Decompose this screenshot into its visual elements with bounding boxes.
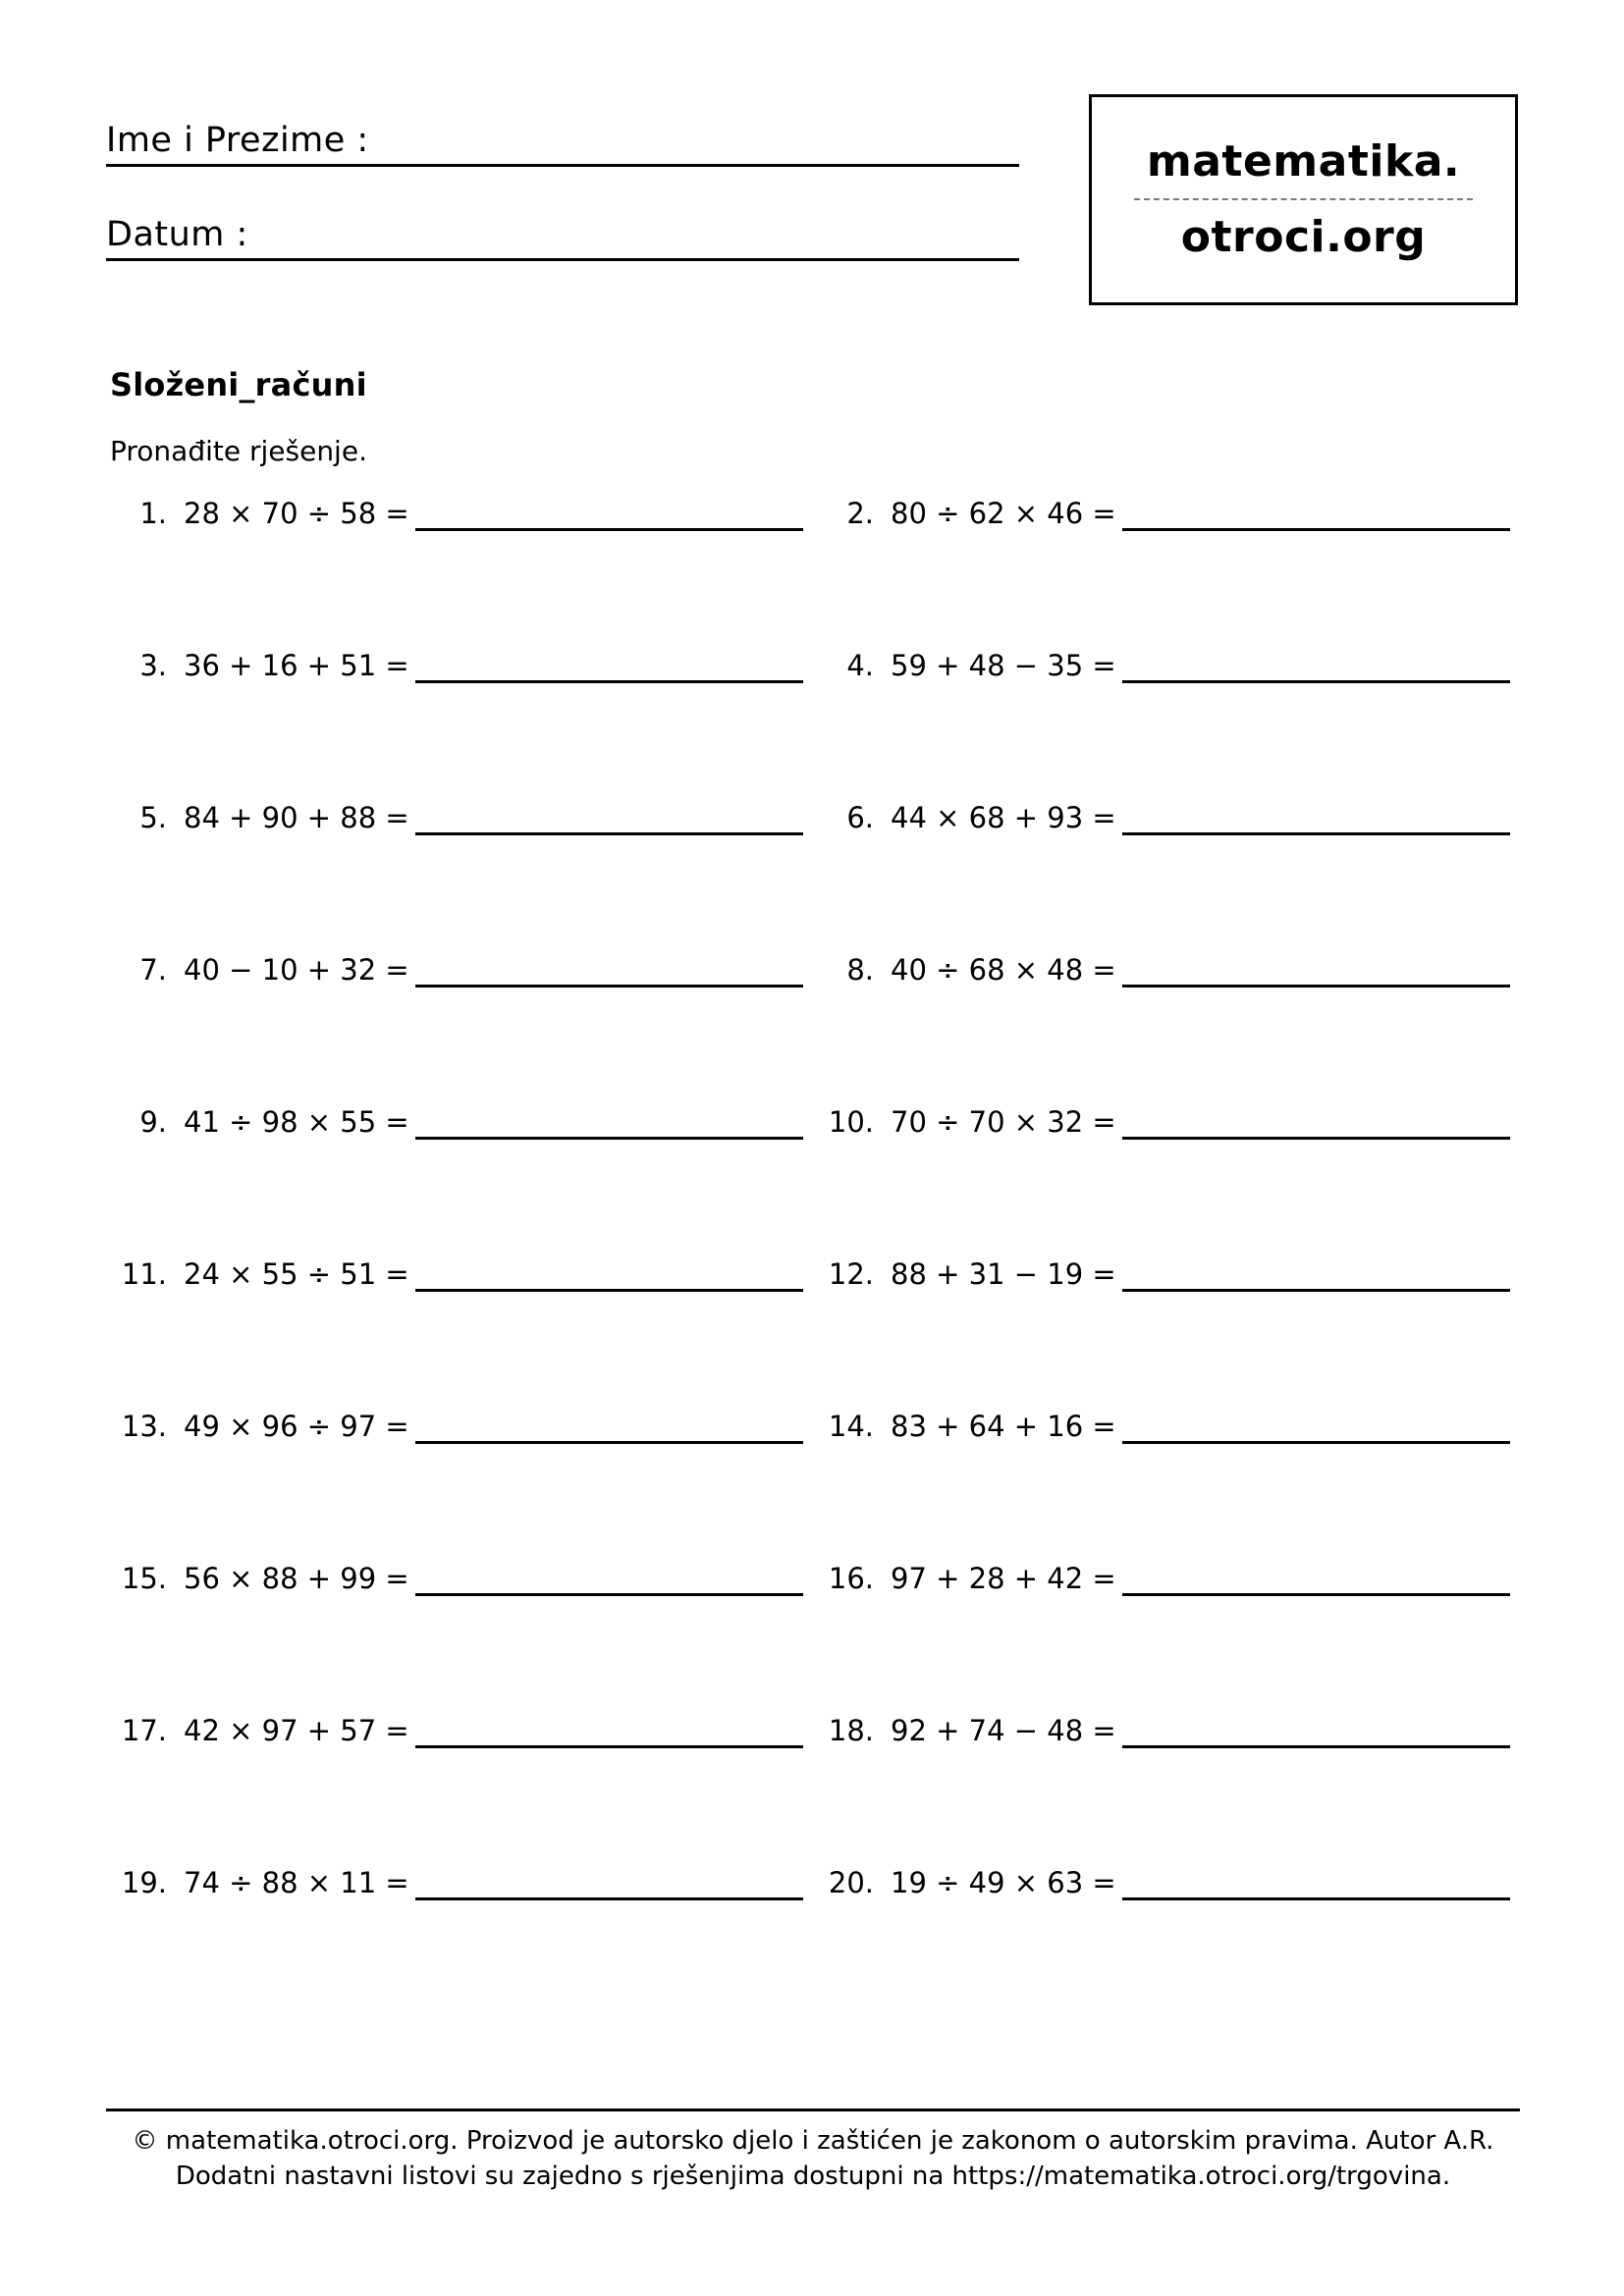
- problem-expression: 80 ÷ 62 × 46 =: [891, 497, 1116, 530]
- name-field-row[interactable]: [106, 106, 1019, 167]
- answer-blank[interactable]: [1122, 1441, 1510, 1444]
- problem-row: [0, 795, 1624, 947]
- date-field-row[interactable]: [106, 200, 1019, 261]
- problem-expression: 19 ÷ 49 × 63 =: [891, 1866, 1116, 1899]
- answer-blank[interactable]: [415, 1441, 803, 1444]
- problem-number: 15.: [121, 1562, 167, 1595]
- problem-item: [116, 795, 803, 856]
- problem-expression: 41 ÷ 98 × 55 =: [184, 1105, 409, 1139]
- problem-expression: 74 ÷ 88 × 11 =: [184, 1866, 409, 1899]
- logo-text-secondary: otroci.org: [1180, 212, 1427, 262]
- problem-item: [116, 1708, 803, 1769]
- problem-expression: 40 − 10 + 32 =: [184, 953, 409, 987]
- problem-row: [0, 1708, 1624, 1860]
- problem-number: 12.: [828, 1257, 874, 1291]
- problem-item: [823, 1556, 1510, 1617]
- name-field-label: Ime i Prezime :: [106, 121, 369, 160]
- problem-number: 8.: [846, 953, 874, 987]
- problem-number: 18.: [828, 1714, 874, 1747]
- problem-expression: 92 + 74 − 48 =: [891, 1714, 1116, 1747]
- problem-expression: 97 + 28 + 42 =: [891, 1562, 1116, 1595]
- problem-row: [0, 1099, 1624, 1252]
- problem-expression: 36 + 16 + 51 =: [184, 649, 409, 682]
- problem-item: [116, 1860, 803, 1921]
- instruction-text: Pronađite rješenje.: [110, 435, 367, 467]
- answer-blank[interactable]: [415, 1745, 803, 1748]
- problem-number: 7.: [139, 953, 167, 987]
- problem-number: 6.: [846, 801, 874, 834]
- problem-item: [116, 1099, 803, 1160]
- problem-expression: 83 + 64 + 16 =: [891, 1410, 1116, 1443]
- problem-expression: 24 × 55 ÷ 51 =: [184, 1257, 409, 1291]
- problem-number: 17.: [121, 1714, 167, 1747]
- problem-item: [823, 947, 1510, 1008]
- problem-item: [116, 491, 803, 552]
- logo-divider: [1134, 198, 1473, 200]
- problem-row: [0, 1860, 1624, 2012]
- logo-text-primary: matematika.: [1146, 136, 1461, 187]
- answer-blank[interactable]: [1122, 1745, 1510, 1748]
- answer-blank[interactable]: [415, 680, 803, 683]
- problem-item: [116, 947, 803, 1008]
- answer-blank[interactable]: [1122, 1897, 1510, 1900]
- problem-expression: 42 × 97 + 57 =: [184, 1714, 409, 1747]
- answer-blank[interactable]: [1122, 1289, 1510, 1292]
- answer-blank[interactable]: [1122, 985, 1510, 988]
- problem-grid: [0, 491, 1624, 2012]
- problem-item: [823, 795, 1510, 856]
- problem-number: 11.: [121, 1257, 167, 1291]
- problem-row: [0, 1404, 1624, 1556]
- problem-item: [823, 643, 1510, 704]
- problem-number: 2.: [846, 497, 874, 530]
- problem-row: [0, 1556, 1624, 1708]
- answer-blank[interactable]: [1122, 680, 1510, 683]
- problem-number: 1.: [139, 497, 167, 530]
- problem-number: 5.: [139, 801, 167, 834]
- page-footer: [106, 2109, 1520, 2194]
- date-field-label: Datum :: [106, 215, 248, 254]
- answer-blank[interactable]: [415, 985, 803, 988]
- problem-number: 19.: [121, 1866, 167, 1899]
- problem-number: 14.: [828, 1410, 874, 1443]
- answer-blank[interactable]: [1122, 1137, 1510, 1140]
- problem-expression: 40 ÷ 68 × 48 =: [891, 953, 1116, 987]
- problem-row: [0, 947, 1624, 1099]
- answer-blank[interactable]: [1122, 1593, 1510, 1596]
- answer-blank[interactable]: [415, 1593, 803, 1596]
- problem-item: [116, 1556, 803, 1617]
- answer-blank[interactable]: [415, 1137, 803, 1140]
- page-title: Složeni_računi: [110, 366, 367, 403]
- problem-item: [116, 1252, 803, 1312]
- problem-row: [0, 491, 1624, 643]
- problem-item: [823, 1252, 1510, 1312]
- problem-item: [823, 1708, 1510, 1769]
- problem-item: [116, 1404, 803, 1465]
- answer-blank[interactable]: [415, 1897, 803, 1900]
- answer-blank[interactable]: [415, 1289, 803, 1292]
- problem-expression: 28 × 70 ÷ 58 =: [184, 497, 409, 530]
- problem-expression: 88 + 31 − 19 =: [891, 1257, 1116, 1291]
- problem-item: [823, 1099, 1510, 1160]
- answer-blank[interactable]: [415, 832, 803, 835]
- problem-item: [823, 1404, 1510, 1465]
- problem-number: 10.: [828, 1105, 874, 1139]
- answer-blank[interactable]: [415, 528, 803, 531]
- problem-number: 9.: [139, 1105, 167, 1139]
- problem-expression: 44 × 68 + 93 =: [891, 801, 1116, 834]
- problem-number: 4.: [846, 649, 874, 682]
- problem-expression: 49 × 96 ÷ 97 =: [184, 1410, 409, 1443]
- problem-item: [823, 491, 1510, 552]
- answer-blank[interactable]: [1122, 832, 1510, 835]
- problem-item: [823, 1860, 1510, 1921]
- footer-divider: [106, 2109, 1520, 2111]
- worksheet-header: [106, 94, 1520, 320]
- problem-expression: 84 + 90 + 88 =: [184, 801, 409, 834]
- problem-number: 13.: [121, 1410, 167, 1443]
- problem-row: [0, 1252, 1624, 1404]
- problem-row: [0, 643, 1624, 795]
- problem-expression: 59 + 48 − 35 =: [891, 649, 1116, 682]
- site-logo: [1089, 94, 1518, 305]
- problem-number: 20.: [828, 1866, 874, 1899]
- footer-copyright-line: © matematika.otroci.org. Proizvod je autorsko djelo i zaštićen je zakonom o autorskim pravima. Autor A.R.: [132, 2126, 1494, 2156]
- problem-expression: 70 ÷ 70 × 32 =: [891, 1105, 1116, 1139]
- problem-number: 16.: [828, 1562, 874, 1595]
- problem-expression: 56 × 88 + 99 =: [184, 1562, 409, 1595]
- problem-item: [116, 643, 803, 704]
- problem-number: 3.: [139, 649, 167, 682]
- footer-store-line: Dodatni nastavni listovi su zajedno s rješenjima dostupni na https://matematika.otroci.org/trgovina.: [175, 2162, 1451, 2191]
- answer-blank[interactable]: [1122, 528, 1510, 531]
